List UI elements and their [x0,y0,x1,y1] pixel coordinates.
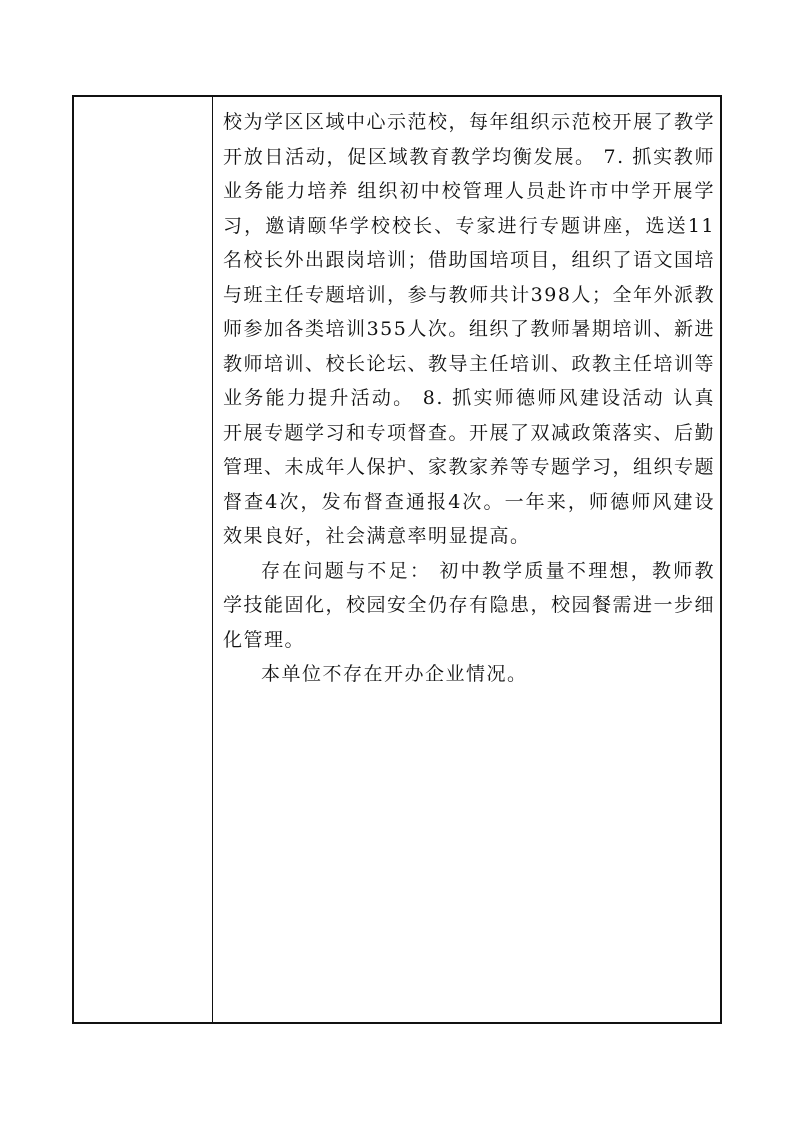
label-column-cell [74,97,213,1022]
report-table [72,95,722,1024]
report-text [223,105,715,692]
content-column-cell [213,97,720,1022]
paragraph-continuation: 校为学区区域中心示范校，每年组织示范校开展了教学开放日活动，促区域教育教学均衡发展。 7. 抓实教师业务能力培养 组织初中校管理人员赴许市中学开展学习，邀请颐华学校校长、专家进行专题讲座，选送11名校长外出跟岗培训；借助国培项目，组织了语文国培与班主任专题培训，参与教师共计398人；全年外派教师参加各类培训355人次。组织了教师暑期培训、新进教师培训、校长论坛、教导主任培训、政教主任培训等业务能力提升活动。 8. 抓实师德师风建设活动 认真开展专题学习和专项督查。开展了双减政策落实、后勤管理、未成年人保护、家教家养等专题学习，组织专题督查4次，发布督查通报4次。一年来，师德师风建设效果良好，社会满意率明显提高。 [223,111,716,547]
paragraph-enterprise: 本单位不存在开办企业情况。 [261,663,528,685]
paragraph-problems: 存在问题与不足： 初中教学质量不理想，教师教学技能固化，校园安全仍存有隐患，校园餐需进一步细化管理。 [223,559,716,651]
